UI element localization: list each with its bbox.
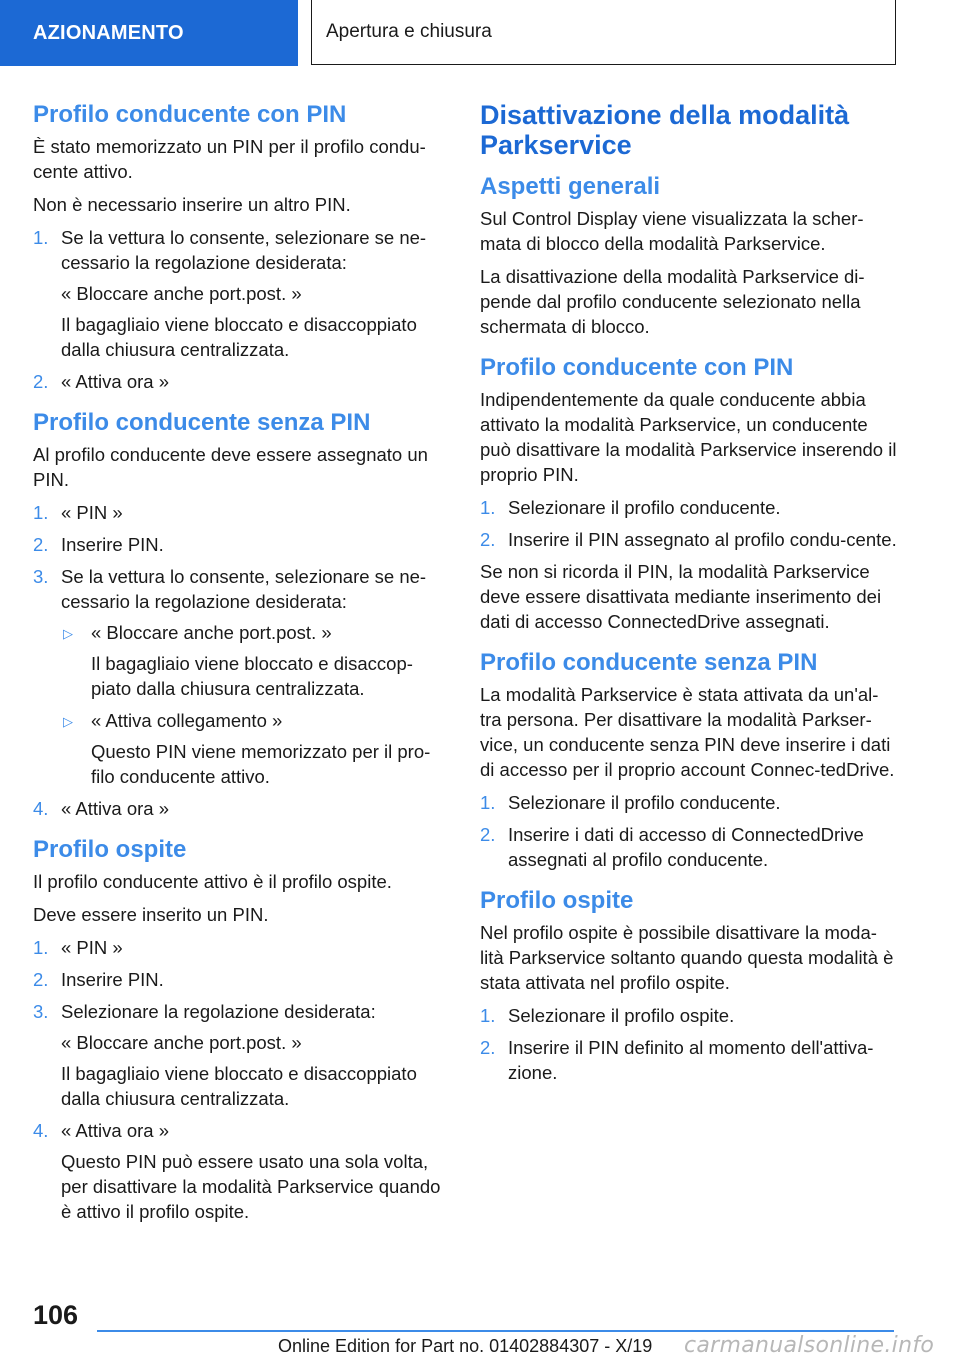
watermark-text: carmanualsonline.info <box>684 1333 935 1358</box>
step-detail: « Bloccare anche port.post. » <box>61 1032 302 1053</box>
step-text: « Attiva ora » <box>61 371 169 392</box>
step-text: Se la vettura lo consente, selezionare se ne-cessario la regolazione desiderata: <box>61 566 427 612</box>
section-heading: Profilo conducente senza PIN <box>480 649 818 676</box>
step-text: Selezionare il profilo ospite. <box>508 1005 735 1026</box>
page-number: 106 <box>33 1300 79 1330</box>
section-heading: Profilo ospite <box>480 887 634 914</box>
section-heading: Profilo conducente con PIN <box>480 354 794 381</box>
section-heading: Profilo conducente con PIN <box>33 101 347 128</box>
step-text: Inserire il PIN assegnato al profilo condu-cente. <box>508 529 897 550</box>
sub-item-label: « Bloccare anche port.post. » <box>91 622 332 643</box>
step-number: 2. <box>480 824 496 845</box>
left-column <box>33 100 448 1238</box>
section-heading: Profilo ospite <box>33 836 187 863</box>
step-text: Selezionare la regolazione desiderata: <box>61 1001 376 1022</box>
step-number: 1. <box>480 792 496 813</box>
section-driver-without-pin <box>33 408 448 821</box>
paragraph: Il profilo conducente attivo è il profilo ospite. <box>33 871 392 892</box>
list-item <box>33 225 448 362</box>
step-text: Inserire PIN. <box>61 969 164 990</box>
section-general <box>480 172 898 339</box>
main-heading: Disattivazione della modalità Parkservice <box>480 100 850 160</box>
list-item <box>33 967 448 992</box>
section-guest-profile <box>33 835 448 1224</box>
section-driver-with-pin <box>33 100 448 394</box>
right-column <box>480 100 898 1099</box>
list-item <box>480 1035 898 1085</box>
step-detail: « Bloccare anche port.post. » <box>61 283 302 304</box>
section-guest-deactivate <box>480 886 898 1085</box>
paragraph: Al profilo conducente deve essere assegnato un PIN. <box>33 444 428 490</box>
triangle-bullet-icon: ▷ <box>63 626 73 641</box>
paragraph: Sul Control Display viene visualizzata la scher-mata di blocco della modalità Parkservice. <box>480 208 864 254</box>
step-text: « PIN » <box>61 937 123 958</box>
step-text: « PIN » <box>61 502 123 523</box>
list-item <box>33 999 448 1111</box>
paragraph: Indipendentemente da quale conducente abbia attivato la modalità Parkservice, un conducente può disattivare la modalità Parkservice inserendo il proprio PIN. <box>480 389 897 485</box>
paragraph: È stato memorizzato un PIN per il profilo condu-cente attivo. <box>33 136 426 182</box>
step-number: 1. <box>33 502 49 523</box>
list-item <box>480 822 898 872</box>
sub-list-item <box>61 708 448 789</box>
step-list <box>33 500 448 821</box>
footer-divider <box>97 1330 894 1332</box>
list-item <box>480 790 898 815</box>
paragraph: Nel profilo ospite è possibile disattivare la moda-lità Parkservice soltanto quando questa modalità è stata attivata nel profilo ospite. <box>480 922 894 993</box>
step-number: 2. <box>33 371 49 392</box>
step-number: 2. <box>480 1037 496 1058</box>
section-heading: Aspetti generali <box>480 173 661 200</box>
list-item <box>480 495 898 520</box>
step-list <box>480 495 898 552</box>
step-list <box>33 935 448 1224</box>
step-detail: Il bagagliaio viene bloccato e disaccoppiato dalla chiusura centralizzata. <box>61 314 417 360</box>
step-number: 1. <box>480 1005 496 1026</box>
sub-item-desc: Questo PIN viene memorizzato per il pro-filo conducente attivo. <box>91 741 431 787</box>
paragraph: La disattivazione della modalità Parkservice di-pende dal profilo conducente selezionato nella schermata di blocco. <box>480 266 865 337</box>
list-item <box>33 796 448 821</box>
step-text: « Attiva ora » <box>61 798 169 819</box>
edition-text: Online Edition for Part no. 01402884307 - X/19 <box>278 1336 653 1356</box>
step-text: Inserire PIN. <box>61 534 164 555</box>
list-item <box>480 1003 898 1028</box>
section-tab: AZIONAMENTO <box>0 0 298 66</box>
step-text: Inserire il PIN definito al momento dell'attiva-zione. <box>508 1037 874 1083</box>
sub-item-desc: Il bagagliaio viene bloccato e disaccop-piato dalla chiusura centralizzata. <box>91 653 413 699</box>
step-number: 1. <box>33 937 49 958</box>
step-number: 1. <box>480 497 496 518</box>
step-text: Selezionare il profilo conducente. <box>508 497 781 518</box>
triangle-bullet-icon: ▷ <box>63 714 73 729</box>
list-item <box>480 527 898 552</box>
sub-item-label: « Attiva collegamento » <box>91 710 283 731</box>
step-list <box>480 790 898 872</box>
step-number: 4. <box>33 1120 49 1141</box>
step-number: 3. <box>33 1001 49 1022</box>
step-list <box>33 225 448 394</box>
step-list <box>480 1003 898 1085</box>
step-text: Inserire i dati di accesso di ConnectedDrive assegnati al profilo conducente. <box>508 824 864 870</box>
section-driver-with-pin-deactivate <box>480 353 898 634</box>
step-number: 3. <box>33 566 49 587</box>
sub-list <box>61 620 448 789</box>
step-number: 2. <box>480 529 496 550</box>
list-item <box>33 1118 448 1224</box>
paragraph: La modalità Parkservice è stata attivata da un'al-tra persona. Per disattivare la modalità Parkser-vice, un conducente senza PIN deve inserire i dati di accesso per il proprio account Connec-tedDrive. <box>480 684 895 780</box>
paragraph: Non è necessario inserire un altro PIN. <box>33 194 351 215</box>
step-number: 2. <box>33 534 49 555</box>
step-text: Se la vettura lo consente, selezionare se ne-cessario la regolazione desiderata: <box>61 227 427 273</box>
chapter-title: Apertura e chiusura <box>311 0 896 65</box>
list-item <box>33 935 448 960</box>
step-number: 4. <box>33 798 49 819</box>
paragraph: Se non si ricorda il PIN, la modalità Parkservice deve essere disattivata mediante inserimento dei dati di accesso ConnectedDrive assegnati. <box>480 561 882 632</box>
step-detail: Il bagagliaio viene bloccato e disaccoppiato dalla chiusura centralizzata. <box>61 1063 417 1109</box>
section-heading: Profilo conducente senza PIN <box>33 409 371 436</box>
list-item <box>33 369 448 394</box>
list-item <box>33 500 448 525</box>
paragraph: Deve essere inserito un PIN. <box>33 904 269 925</box>
step-text: Selezionare il profilo conducente. <box>508 792 781 813</box>
list-item <box>33 532 448 557</box>
step-text: « Attiva ora » <box>61 1120 169 1141</box>
step-number: 1. <box>33 227 49 248</box>
step-detail: Questo PIN può essere usato una sola volta, per disattivare la modalità Parkservice quando è attivo il profilo ospite. <box>61 1151 441 1222</box>
sub-list-item <box>61 620 448 701</box>
page-header <box>0 0 960 66</box>
step-number: 2. <box>33 969 49 990</box>
list-item <box>33 564 448 789</box>
section-driver-without-pin-deactivate <box>480 648 898 872</box>
